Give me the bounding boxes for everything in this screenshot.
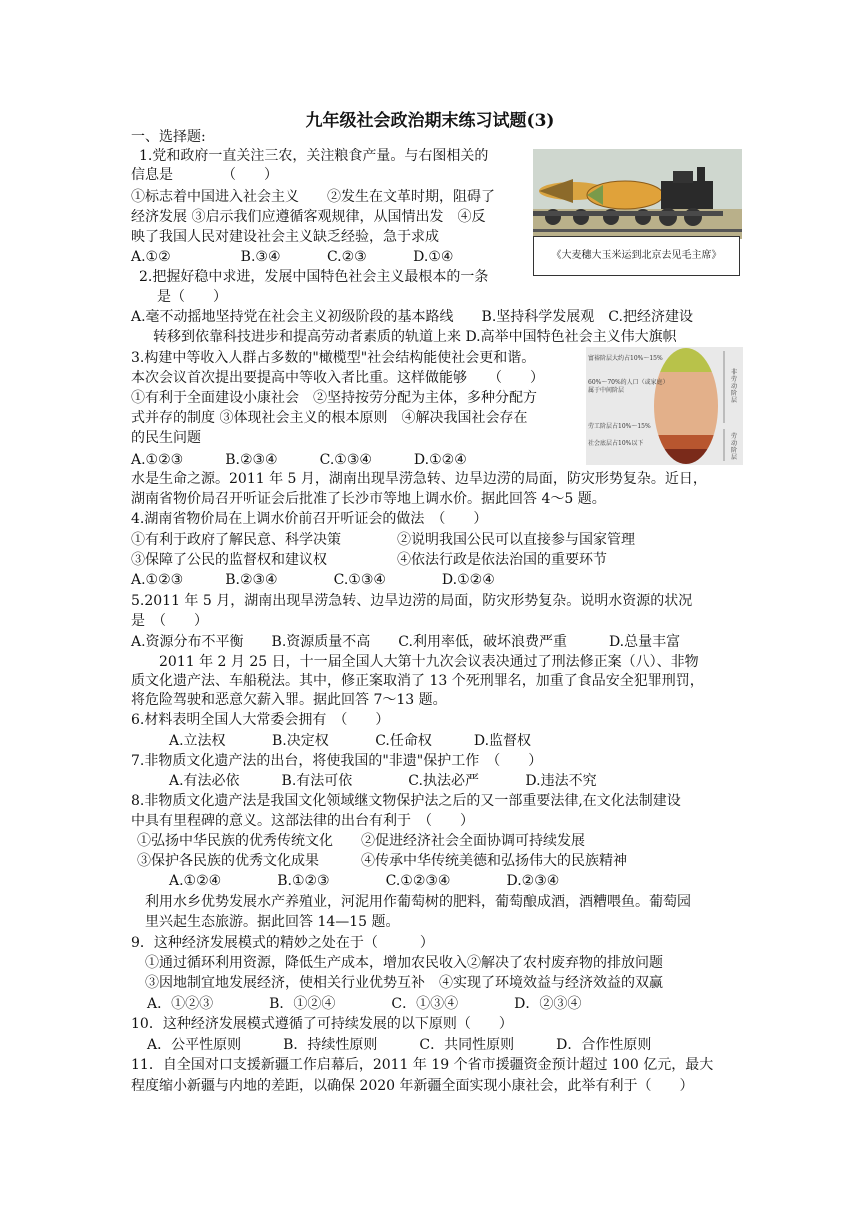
text-line: 是 （ ）	[131, 613, 208, 629]
text-line: 2.把握好稳中求进，发展中国特色社会主义最根本的一条	[139, 269, 489, 285]
text-line: ①标志着中国进入社会主义 ②发生在文革时期，阻碍了	[131, 189, 495, 205]
label-non-labor: 非劳动阶层	[731, 369, 738, 404]
text-line: 式并存的制度 ③体现社会主义的根本原则 ④解决我国社会存在	[131, 410, 528, 426]
text-line: A.毫不动摇地坚持党在社会主义初级阶段的基本路线 B.坚持科学发展观 C.把经济建设	[131, 309, 693, 325]
answer-options: A．公平性原则 B．持续性原则 C．共同性原则 D．合作性原则	[147, 1037, 652, 1053]
text-line: 质文化遗产法、车船税法。其中，修正案取消了 13 个死刑罪名，加重了食品安全犯罪刑罚，	[131, 673, 704, 689]
text-line: 利用水乡优势发展水产养殖业，河泥用作葡萄树的肥料，葡萄酿成酒，酒糟喂鱼。葡萄园	[145, 894, 691, 910]
text-line: 将危险驾驶和恶意欠薪入罪。据此回答 7～13 题。	[131, 692, 447, 708]
section-heading: 一、选择题:	[131, 129, 206, 145]
answer-options: A.立法权 B.决定权 C.任命权 D.监督权	[169, 733, 532, 749]
label-rich: 富裕阶层大约占10%～15%	[588, 355, 663, 362]
text-line: 3.构建中等收入人群占多数的"橄榄型"社会结构能使社会更和谐。	[131, 350, 536, 366]
text-line: 5.2011 年 5 月，湖南出现旱涝急转、边旱边涝的局面，防灾形势复杂。说明水资源的状况	[131, 593, 693, 609]
text-line: ①有利于全面建设小康社会 ②坚持按劳分配为主体，多种分配方	[131, 390, 537, 406]
text-line: ①有利于政府了解民意、科学决策 ②说明我国公民可以直接参与国家管理	[131, 532, 635, 548]
text-line: 经济发展 ③启示我们应遵循客观规律，从国情出发 ④反	[131, 209, 486, 225]
text-line: 8.非物质文化遗产法是我国文化领域继文物保护法之后的又一部重要法律,在文化法制建设	[131, 793, 681, 809]
text-line: ③保护各民族的优秀文化成果 ④传承中华传统美德和弘扬伟大的民族精神	[137, 853, 627, 869]
label-middle-2: 属于中间阶层	[588, 387, 625, 394]
text-line: 9．这种经济发展模式的精妙之处在于（ ）	[131, 935, 434, 951]
text-line: 是（ ）	[157, 289, 227, 305]
answer-options: A.有法必依 B.有法可依 C.执法必严 D.违法不究	[169, 773, 597, 789]
text-line: 程度缩小新疆与内地的差距，以确保 2020 年新疆全面实现小康社会，此举有利于（ ）	[131, 1078, 694, 1094]
answer-options: A．①②③ B．①②④ C．①③④ D．②③④	[147, 996, 582, 1012]
text-line: 的民生问题	[131, 430, 201, 446]
text-line: 本次会议首次提出要提高中等收入者比重。这样做能够 （ ）	[131, 370, 544, 386]
olive-structure-diagram	[586, 347, 743, 465]
text-line: 信息是 （ ）	[131, 167, 278, 183]
answer-options: A.①②③ B.②③④ C.①③④ D.①②④	[131, 452, 467, 468]
label-middle-1: 60%～70%的人口（或家庭）	[588, 379, 669, 386]
answer-options: A.资源分布不平衡 B.资源质量不高 C.利用率低，破坏浪费严重 D.总量丰富	[131, 634, 681, 650]
text-line: 映了我国人民对建设社会主义缺乏经验，急于求成	[131, 229, 439, 245]
text-line: ①通过循环利用资源，降低生产成本，增加农民收入②解决了农村废弃物的排放问题	[145, 955, 663, 971]
text-line: 4.湖南省物价局在上调水价前召开听证会的做法 （ ）	[131, 511, 488, 527]
answer-options: A.①②④ B.①②③ C.①②③④ D.②③④	[169, 873, 560, 889]
text-line: 1.党和政府一直关注三农，关注粮食产量。与右图相关的	[139, 148, 489, 164]
text-line: 10．这种经济发展模式遵循了可持续发展的以下原则（ ）	[131, 1016, 513, 1032]
text-line: ③保障了公民的监督权和建议权 ④依法行政是依法治国的重要环节	[131, 552, 607, 568]
text-line: 水是生命之源。2011 年 5 月，湖南出现旱涝急转、边旱边涝的局面，防灾形势复杂。近日，	[131, 471, 707, 487]
answer-options: A.①②③ B.②③④ C.①③④ D.①②④	[131, 572, 495, 588]
label-labor-class: 劳动阶层	[731, 433, 738, 461]
text-line: ①弘扬中华民族的优秀传统文化 ②促进经济社会全面协调可持续发展	[137, 833, 585, 849]
label-labor: 劳工阶层占10%～15%	[588, 423, 651, 430]
text-line: 2011 年 2 月 25 日，十一届全国人大第十九次会议表决通过了刑法修正案（八）、非物	[159, 654, 699, 670]
text-line: 6.材料表明全国人大常委会拥有 （ ）	[131, 712, 390, 728]
figure-caption: 《大麦穗大玉米运到北京去见毛主席》	[533, 236, 740, 276]
label-bottom: 社会底层占10%以下	[588, 440, 644, 447]
text-line: ③因地制宜地发展经济，使相关行业优势互补 ④实现了环境效益与经济效益的双赢	[145, 975, 663, 991]
text-line: 湖南省物价局召开听证会后批准了长沙市等地上调水价。据此回答 4～5 题。	[131, 491, 606, 507]
answer-options: A.①② B.③④ C.②③ D.①④	[131, 249, 454, 265]
text-line: 中具有里程碑的意义。这部法律的出台有利于 （ ）	[131, 813, 474, 829]
text-line: 里兴起生态旅游。据此回答 14—15 题。	[145, 914, 400, 930]
text-line: 转移到依靠科技进步和提高劳动者素质的轨道上来 D.高举中国特色社会主义伟大旗帜	[153, 329, 677, 345]
text-line: 7.非物质文化遗产法的出台，将使我国的"非遗"保护工作 （ ）	[131, 753, 543, 769]
page-title: 九年级社会政治期末练习试题(3)	[305, 111, 555, 131]
text-line: 11．自全国对口支援新疆工作启幕后，2011 年 19 个省市援疆资金预计超过 100 亿元，最大	[131, 1057, 714, 1073]
